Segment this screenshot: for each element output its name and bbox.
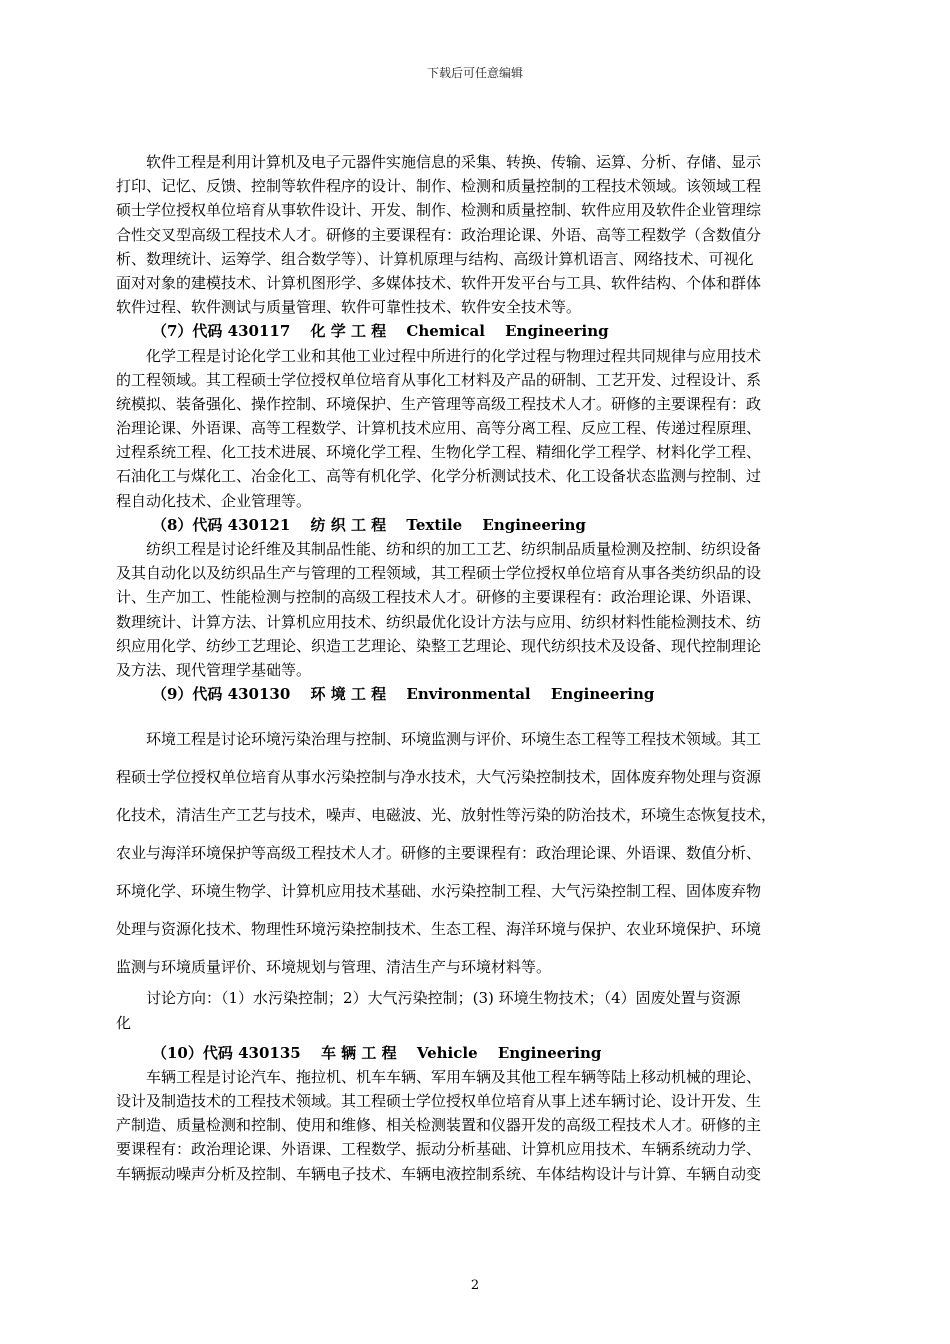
research-directions-line: 讨论方向：（1）水污染控制；2）大气污染控制；(3) 环境生物技术；（4）固废处置与资源 (146, 989, 741, 1008)
section-heading-environmental: （9）代码 430130 环 境 工 程 Environmental Engineering (152, 685, 655, 704)
page-number: 2 (470, 1278, 480, 1293)
paragraph-line: 车辆工程是讨论汽车、拖拉机、机车车辆、军用车辆及其他工程车辆等陆上移动机械的理论、 (146, 1067, 762, 1086)
page-header: 下载后可任意编辑 (426, 66, 523, 80)
paragraph-line: 过程系统工程、化工技术进展、环境化学工程、生物化学工程、精细化学工程学、材料化学工程、 (116, 443, 762, 462)
paragraph-line: 产制造、质量检测和控制、使用和维修、相关检测装置和仪器开发的高级工程技术人才。研修的主 (116, 1116, 762, 1135)
paragraph-line: 石油化工与煤化工、冶金化工、高等有机化学、化学分析测试技术、化工设备状态监测与控制、过 (116, 467, 762, 486)
document-body (116, 150, 838, 1186)
paragraph-line: 车辆振动噪声分析及控制、车辆电子技术、车辆电液控制系统、车体结构设计与计算、车辆自动变 (116, 1164, 762, 1183)
paragraph-line: 监测与环境质量评价、环境规划与管理、清洁生产与环境材料等。 (116, 958, 552, 977)
paragraph-line: 化技术，清洁生产工艺与技术，噪声、电磁波、光、放射性等污染的防治技术，环境生态恢复技术， (116, 806, 777, 825)
paragraph-line: 析、数理统计、运筹学、组合数学等）、计算机原理与结构、高级计算机语言、网络技术、可视化 (116, 249, 754, 268)
paragraph-line: 织应用化学、纺纱工艺理论、织造工艺理论、染整工艺理论、现代纺织技术及设备、现代控制理论 (116, 636, 762, 655)
paragraph-line: 硕士学位授权单位培育从事软件设计、开发、制作、检测和质量控制、软件应用及软件企业管理综 (116, 201, 762, 220)
paragraph-line: 设计及制造技术的工程技术领域。其工程硕士学位授权单位培育从事上述车辆讨论、设计开发、生 (116, 1092, 762, 1111)
vehicle-engineering-section (116, 1065, 838, 1186)
paragraph-line: 面对对象的建模技术、计算机图形学、多媒体技术、软件开发平台与工具、软件结构、个体和群体 (116, 273, 762, 292)
paragraph-line: 程硕士学位授权单位培育从事水污染控制与净水技术，大气污染控制技术，固体废弃物处理与资源 (116, 768, 762, 787)
textile-engineering-section (116, 537, 838, 682)
environmental-engineering-section (116, 720, 838, 1034)
paragraph-line: 软件过程、软件测试与质量管理、软件可靠性技术、软件安全技术等。 (116, 298, 582, 317)
paragraph-line: 化学工程是讨论化学工业和其他工业过程中所进行的化学过程与物理过程共同规律与应用技术 (146, 346, 762, 365)
paragraph-line: 软件工程是利用计算机及电子元器件实施信息的采集、转换、传输、运算、分析、存储、显示 (146, 153, 762, 171)
paragraph-line: 治理论课、外语课、高等工程数学、计算机技术应用、高等分离工程、反应工程、传递过程原理、 (116, 419, 762, 438)
paragraph-line: 合性交叉型高级工程技术人才。研修的主要课程有：政治理论课、外语、高等工程数学（含数值分 (116, 225, 762, 244)
paragraph-line: 的工程领域。其工程硕士学位授权单位培育从事化工材料及产品的研制、工艺开发、过程设计、系 (116, 370, 762, 389)
section-heading-chemical: （7）代码 430117 化 学 工 程 Chemical Engineering (152, 322, 609, 341)
section-heading-vehicle: （10）代码 430135 车 辆 工 程 Vehicle Engineering (152, 1043, 602, 1062)
paragraph-line: 程自动化技术、企业管理等。 (116, 491, 312, 510)
paragraph-line: 环境化学、环境生物学、计算机应用技术基础、水污染控制工程、大气污染控制工程、固体废弃物 (116, 882, 762, 901)
section-heading-textile: （8）代码 430121 纺 织 工 程 Textile Engineering (152, 515, 586, 534)
research-directions-line: 化 (116, 1013, 132, 1032)
paragraph-line: 数理统计、计算方法、计算机应用技术、纺织最优化设计方法与应用、纺织材料性能检测技术、纺 (116, 612, 762, 631)
paragraph-line: 农业与海洋环境保护等高级工程技术人才。研修的主要课程有：政治理论课、外语课、数值分析、 (116, 844, 762, 863)
paragraph-line: 计、生产加工、性能检测与控制的高级工程技术人才。研修的主要课程有：政治理论课、外语课、 (116, 588, 762, 607)
paragraph-line: 环境工程是讨论环境污染治理与控制、环境监测与评价、环境生态工程等工程技术领域。其工 (146, 730, 762, 749)
paragraph-line: 处理与资源化技术、物理性环境污染控制技术、生态工程、海洋环境与保护、农业环境保护、环境 (116, 920, 762, 939)
paragraph-line: 打印、记忆、反馈、控制等软件程序的设计、制作、检测和质量控制的工程技术领域。该领域工程 (116, 177, 762, 196)
chemical-engineering-section (116, 344, 838, 513)
paragraph-line: 统模拟、装备强化、操作控制、环境保护、生产管理等高级工程技术人才。研修的主要课程有：政 (116, 394, 762, 413)
paragraph-line: 及方法、现代管理学基础等。 (116, 660, 312, 679)
paragraph-line: 及其自动化以及纺织品生产与管理的工程领域，其工程硕士学位授权单位培育从事各类纺织品的设 (116, 564, 762, 583)
software-engineering-section (116, 150, 838, 319)
paragraph-line: 纺织工程是讨论纤维及其制品性能、纺和织的加工工艺、纺织制品质量检测及控制、纺织设备 (146, 540, 762, 558)
paragraph-line: 要课程有：政治理论课、外语课、工程数学、振动分析基础、计算机应用技术、车辆系统动力学、 (116, 1140, 762, 1159)
